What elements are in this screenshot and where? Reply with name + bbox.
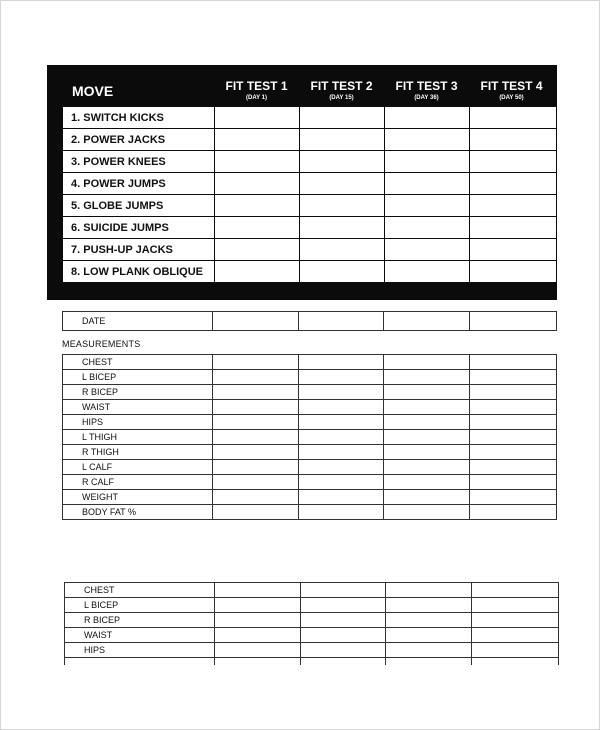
value-cell[interactable]	[384, 460, 470, 475]
table-row	[63, 355, 557, 370]
table-row	[63, 490, 557, 505]
table-row	[63, 129, 557, 151]
table-row	[63, 430, 557, 445]
value-cell[interactable]	[384, 400, 470, 415]
score-cell[interactable]	[215, 195, 300, 217]
value-cell[interactable]	[384, 430, 470, 445]
table-row	[63, 445, 557, 460]
value-cell[interactable]	[470, 490, 557, 505]
fit-test-2-day: (DAY 15)	[329, 95, 354, 101]
move-label: 6. SUICIDE JUMPS	[63, 217, 215, 239]
measurements-title: MEASUREMENTS	[62, 339, 141, 349]
value-cell[interactable]	[470, 370, 557, 385]
move-label: 7. PUSH-UP JACKS	[63, 239, 215, 261]
value-cell[interactable]	[470, 415, 557, 430]
score-cell[interactable]	[300, 129, 385, 151]
score-cell[interactable]	[385, 239, 470, 261]
value-cell[interactable]	[299, 445, 384, 460]
value-cell[interactable]	[215, 628, 301, 643]
value-cell[interactable]	[470, 475, 557, 490]
date-table	[62, 311, 557, 331]
score-cell[interactable]	[215, 217, 300, 239]
fit-test-2-title: FIT TEST 2	[310, 79, 373, 93]
date-cell[interactable]	[470, 312, 557, 331]
measurements-table	[62, 354, 557, 520]
value-cell[interactable]	[213, 355, 299, 370]
value-cell[interactable]	[213, 460, 299, 475]
table-row	[63, 385, 557, 400]
score-cell[interactable]	[470, 217, 557, 239]
value-cell[interactable]	[470, 460, 557, 475]
value-cell[interactable]	[384, 415, 470, 430]
score-cell[interactable]	[215, 151, 300, 173]
table-row	[63, 151, 557, 173]
score-cell[interactable]	[215, 107, 300, 129]
measurement-label: BODY FAT %	[63, 505, 213, 520]
date-cell[interactable]	[213, 312, 299, 331]
measurement-label: L BICEP	[65, 598, 215, 613]
value-cell[interactable]	[299, 475, 384, 490]
table-row	[63, 173, 557, 195]
value-cell[interactable]	[384, 385, 470, 400]
score-cell[interactable]	[385, 173, 470, 195]
fit-test-1-day: (DAY 1)	[245, 95, 267, 101]
score-cell[interactable]	[300, 217, 385, 239]
move-label: 1. SWITCH KICKS	[63, 107, 215, 129]
value-cell[interactable]	[213, 370, 299, 385]
move-header: MOVE	[72, 83, 114, 99]
value-cell[interactable]	[386, 583, 472, 598]
score-cell[interactable]	[470, 107, 557, 129]
score-cell[interactable]	[385, 129, 470, 151]
value-cell[interactable]	[472, 583, 559, 598]
table-row	[63, 261, 557, 283]
date-cell[interactable]	[384, 312, 470, 331]
score-cell[interactable]	[385, 217, 470, 239]
value-cell[interactable]	[301, 628, 386, 643]
measurement-label: WAIST	[63, 400, 213, 415]
measurement-label: R BICEP	[65, 613, 215, 628]
measurement-label: L BICEP	[63, 370, 213, 385]
fit-test-4-title: FIT TEST 4	[480, 79, 543, 93]
value-cell[interactable]	[472, 628, 559, 643]
table-row	[63, 370, 557, 385]
table-row	[65, 583, 559, 598]
table-row	[63, 312, 557, 331]
measurement-label: WEIGHT	[63, 490, 213, 505]
fit-test-3-day: (DAY 36)	[414, 95, 439, 101]
table-row	[63, 400, 557, 415]
score-cell[interactable]	[215, 129, 300, 151]
score-cell[interactable]	[385, 151, 470, 173]
table-row	[63, 415, 557, 430]
move-label: 4. POWER JUMPS	[63, 173, 215, 195]
value-cell[interactable]	[470, 505, 557, 520]
value-cell[interactable]	[213, 430, 299, 445]
page-cutoff	[64, 665, 560, 675]
value-cell[interactable]	[213, 415, 299, 430]
measurement-label: R BICEP	[63, 385, 213, 400]
value-cell[interactable]	[215, 583, 301, 598]
score-cell[interactable]	[470, 173, 557, 195]
value-cell[interactable]	[299, 370, 384, 385]
value-cell[interactable]	[299, 385, 384, 400]
value-cell[interactable]	[386, 628, 472, 643]
fit-test-3-title: FIT TEST 3	[395, 79, 458, 93]
value-cell[interactable]	[213, 505, 299, 520]
value-cell[interactable]	[472, 643, 559, 658]
table-row	[65, 643, 559, 658]
value-cell[interactable]	[472, 598, 559, 613]
table-row	[65, 628, 559, 643]
value-cell[interactable]	[301, 598, 386, 613]
value-cell[interactable]	[386, 643, 472, 658]
value-cell[interactable]	[213, 475, 299, 490]
value-cell[interactable]	[470, 430, 557, 445]
measurement-label: L THIGH	[63, 430, 213, 445]
date-cell[interactable]	[299, 312, 384, 331]
value-cell[interactable]	[299, 400, 384, 415]
value-cell[interactable]	[386, 598, 472, 613]
fit-test-1-header	[214, 80, 299, 102]
value-cell[interactable]	[299, 505, 384, 520]
table-row	[63, 460, 557, 475]
score-cell[interactable]	[470, 151, 557, 173]
measurement-label: HIPS	[65, 643, 215, 658]
measurement-label: CHEST	[65, 583, 215, 598]
value-cell[interactable]	[213, 400, 299, 415]
move-label: 5. GLOBE JUMPS	[63, 195, 215, 217]
score-cell[interactable]	[300, 195, 385, 217]
table-row	[63, 505, 557, 520]
score-cell[interactable]	[215, 239, 300, 261]
value-cell[interactable]	[299, 355, 384, 370]
fit-test-4-day: (DAY 50)	[499, 95, 524, 101]
score-cell[interactable]	[215, 261, 300, 283]
score-cell[interactable]	[470, 129, 557, 151]
value-cell[interactable]	[213, 490, 299, 505]
value-cell[interactable]	[384, 445, 470, 460]
score-cell[interactable]	[470, 239, 557, 261]
score-cell[interactable]	[215, 173, 300, 195]
table-row	[63, 475, 557, 490]
fit-test-4-header	[469, 80, 554, 102]
score-cell[interactable]	[385, 195, 470, 217]
move-label: 2. POWER JACKS	[63, 129, 215, 151]
value-cell[interactable]	[384, 355, 470, 370]
move-label: 8. LOW PLANK OBLIQUE	[63, 261, 215, 283]
value-cell[interactable]	[384, 370, 470, 385]
score-cell[interactable]	[385, 261, 470, 283]
score-cell[interactable]	[470, 261, 557, 283]
measurement-label: WAIST	[65, 628, 215, 643]
measurement-label: L CALF	[63, 460, 213, 475]
measurement-label: R CALF	[63, 475, 213, 490]
fit-test-2-header	[299, 80, 384, 102]
value-cell[interactable]	[470, 445, 557, 460]
score-cell[interactable]	[300, 261, 385, 283]
measurement-label: R THIGH	[63, 445, 213, 460]
table-row	[65, 598, 559, 613]
value-cell[interactable]	[213, 385, 299, 400]
score-cell[interactable]	[385, 107, 470, 129]
table-row	[63, 107, 557, 129]
value-cell[interactable]	[301, 583, 386, 598]
table-row	[63, 195, 557, 217]
move-label: 3. POWER KNEES	[63, 151, 215, 173]
value-cell[interactable]	[215, 643, 301, 658]
value-cell[interactable]	[215, 613, 301, 628]
value-cell[interactable]	[470, 355, 557, 370]
value-cell[interactable]	[470, 400, 557, 415]
value-cell[interactable]	[472, 613, 559, 628]
value-cell[interactable]	[213, 445, 299, 460]
value-cell[interactable]	[384, 505, 470, 520]
measurement-label: HIPS	[63, 415, 213, 430]
fit-test-table	[62, 106, 557, 283]
measurements-table-second	[64, 582, 559, 673]
value-cell[interactable]	[384, 475, 470, 490]
score-cell[interactable]	[300, 239, 385, 261]
date-label: DATE	[63, 312, 213, 331]
score-cell[interactable]	[300, 173, 385, 195]
value-cell[interactable]	[299, 415, 384, 430]
value-cell[interactable]	[299, 490, 384, 505]
score-cell[interactable]	[470, 195, 557, 217]
measurement-label: CHEST	[63, 355, 213, 370]
score-cell[interactable]	[300, 151, 385, 173]
value-cell[interactable]	[301, 643, 386, 658]
value-cell[interactable]	[215, 598, 301, 613]
score-cell[interactable]	[300, 107, 385, 129]
value-cell[interactable]	[299, 460, 384, 475]
table-row	[65, 613, 559, 628]
value-cell[interactable]	[299, 430, 384, 445]
value-cell[interactable]	[384, 490, 470, 505]
table-row	[63, 217, 557, 239]
table-row	[63, 239, 557, 261]
value-cell[interactable]	[301, 613, 386, 628]
fit-test-1-title: FIT TEST 1	[225, 79, 288, 93]
fit-test-3-header	[384, 80, 469, 102]
value-cell[interactable]	[470, 385, 557, 400]
value-cell[interactable]	[386, 613, 472, 628]
